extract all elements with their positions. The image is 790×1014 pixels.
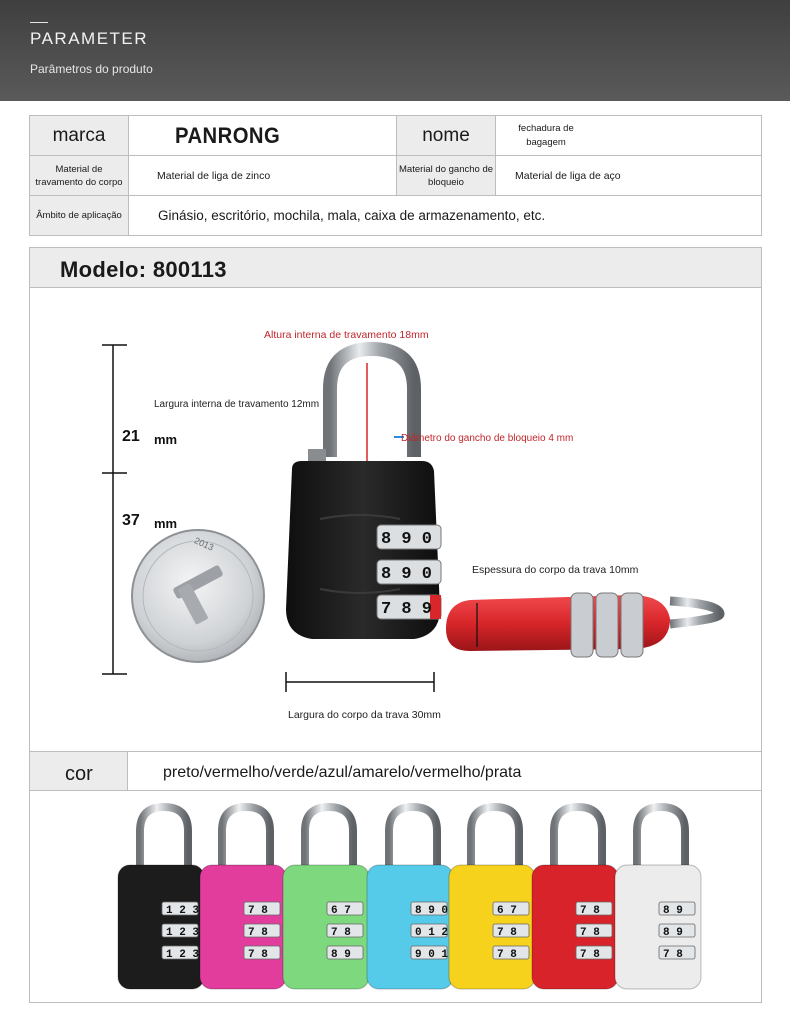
dial-row-1: 8 9 0 xyxy=(381,530,433,549)
color-label: cor xyxy=(30,752,128,790)
lineup-dial-digits: 1 2 3 xyxy=(166,949,200,961)
coin-year: 2013 xyxy=(192,535,216,553)
lineup-lock-rosa xyxy=(200,807,286,989)
body-material-label: Material de travamento do corpo xyxy=(30,156,129,196)
color-bar xyxy=(30,751,761,791)
name-value-cell xyxy=(496,116,761,156)
header-subtitle: Parâmetros do produto xyxy=(30,62,153,76)
shackle-material-value: Material de liga de aço xyxy=(515,169,621,182)
model-title: Modelo: 800113 xyxy=(60,257,227,282)
lineup-dial-digits: 6 7 xyxy=(497,905,517,917)
lineup-dial-digits: 7 8 xyxy=(497,927,517,939)
lineup-dial-digits: 7 8 xyxy=(580,949,600,961)
model-section xyxy=(29,247,762,1003)
dimension-diagram xyxy=(30,289,761,751)
red-lock-illustration xyxy=(446,593,720,657)
lineup-dial-digits: 0 1 2 xyxy=(415,927,449,939)
lineup-dial-digits: 7 8 xyxy=(248,905,268,917)
lock-lineup-illustration xyxy=(30,791,761,1002)
lower-dimension-unit: mm xyxy=(154,516,178,531)
scope-value-cell xyxy=(129,196,761,235)
lineup-dial-digits: 8 9 0 xyxy=(415,905,449,917)
lineup-dial-digits: 7 8 xyxy=(580,905,600,917)
header-accent-line xyxy=(30,22,48,23)
page-header xyxy=(0,0,790,101)
shackle-material-value-cell xyxy=(496,156,761,196)
scope-label: Âmbito de aplicação xyxy=(30,196,129,235)
lineup-lock-azul xyxy=(367,807,453,989)
lineup-dial-digits: 7 8 xyxy=(248,949,268,961)
width-dimension xyxy=(286,672,434,692)
shackle-diameter-label: Diâmetro do gancho de bloqueio 4 mm xyxy=(401,433,574,444)
upper-dimension-value: 21 xyxy=(122,428,140,445)
parameter-table xyxy=(29,115,762,236)
lineup-lock-verde xyxy=(283,807,369,989)
lineup-lock-amarelo xyxy=(449,807,535,989)
lock-lineup xyxy=(30,791,761,1002)
lower-dimension-value: 37 xyxy=(122,512,140,529)
lineup-dial-digits: 9 0 1 xyxy=(415,949,449,961)
dial-row-2: 8 9 0 xyxy=(381,565,433,584)
name-label: nome xyxy=(397,116,496,156)
body-material-value: Material de liga de zinco xyxy=(157,169,271,182)
lineup-dial-digits: 7 8 xyxy=(497,949,517,961)
lineup-lock-prata xyxy=(615,807,701,989)
lineup-lock-preto xyxy=(118,807,204,989)
scope-value: Ginásio, escritório, mochila, mala, caixa de armazenamento, etc. xyxy=(158,208,546,223)
model-bar xyxy=(30,248,761,288)
upper-dimension-unit: mm xyxy=(154,432,178,447)
shackle-material-label: Material do gancho de bloqueio xyxy=(397,156,496,196)
body-thickness-label: Espessura do corpo da trava 10mm xyxy=(472,564,639,576)
dial-row-3: 7 8 9 xyxy=(381,600,433,619)
lineup-dial-digits: 7 8 xyxy=(331,927,351,939)
lineup-lock-vermelho xyxy=(532,807,618,989)
brand-value: PANRONG xyxy=(175,122,281,148)
body-material-value-cell xyxy=(129,156,397,196)
body-width-label: Largura do corpo da trava 30mm xyxy=(288,709,441,721)
lineup-dial-digits: 1 2 3 xyxy=(166,927,200,939)
lineup-dial-digits: 1 2 3 xyxy=(166,905,200,917)
lineup-dial-digits: 7 8 xyxy=(580,927,600,939)
header-title: PARAMETER xyxy=(30,29,149,48)
coin-illustration xyxy=(132,530,264,662)
lineup-dial-digits: 7 8 xyxy=(663,949,683,961)
name-value: fechadura de bagagem xyxy=(518,122,574,148)
inner-width-label: Largura interna de travamento 12mm xyxy=(154,399,320,410)
inner-height-label: Altura interna de travamento 18mm xyxy=(264,329,429,341)
lineup-dial-digits: 8 9 xyxy=(663,905,683,917)
black-lock-illustration xyxy=(286,349,441,639)
brand-value-cell xyxy=(129,116,397,156)
lineup-dial-digits: 8 9 xyxy=(331,949,351,961)
lineup-dial-digits: 6 7 xyxy=(331,905,351,917)
height-dimension xyxy=(102,345,127,674)
color-value: preto/vermelho/verde/azul/amarelo/vermelho/prata xyxy=(163,764,522,781)
lineup-dial-digits: 8 9 xyxy=(663,927,683,939)
brand-label: marca xyxy=(30,116,129,156)
lineup-dial-digits: 7 8 xyxy=(248,927,268,939)
